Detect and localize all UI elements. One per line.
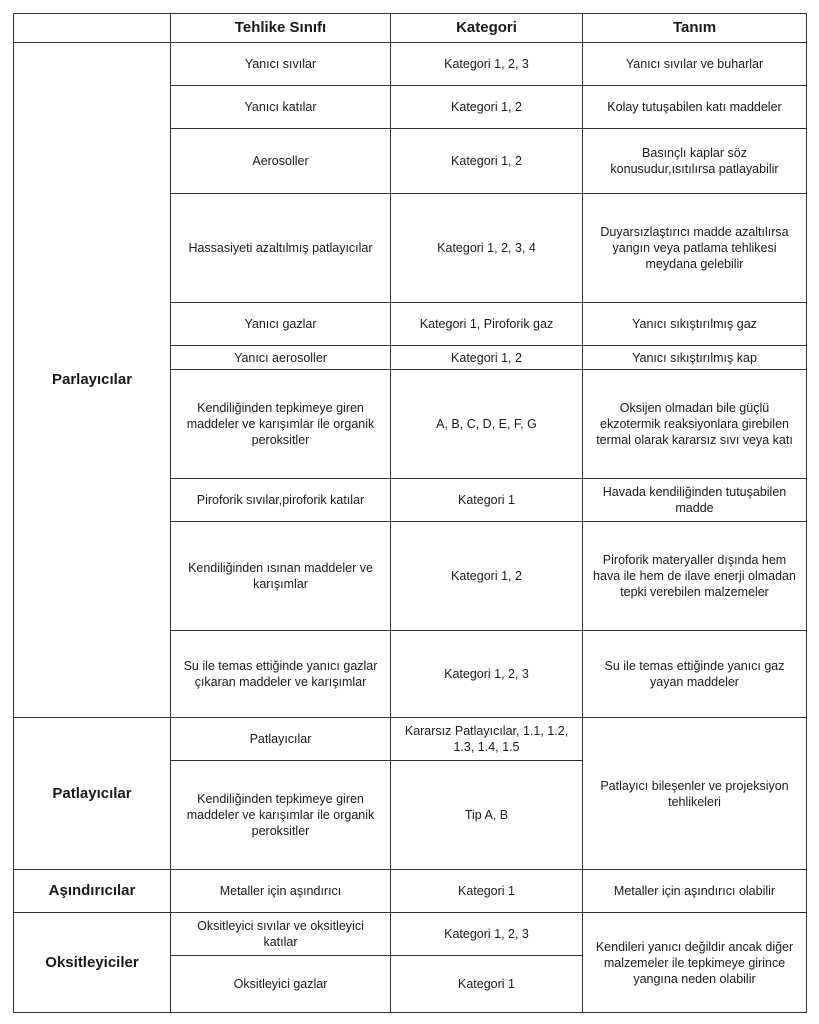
category-cell: A, B, C, D, E, F, G: [391, 370, 583, 479]
hazard-class-cell: Piroforik sıvılar,piroforik katılar: [171, 479, 391, 522]
definition-cell: Metaller için aşındırıcı olabilir: [583, 870, 807, 913]
definition-cell: Kolay tutuşabilen katı maddeler: [583, 86, 807, 129]
category-cell: Kararsız Patlayıcılar, 1.1, 1.2, 1.3, 1.4, 1.5: [391, 718, 583, 761]
hazard-class-cell: Metaller için aşındırıcı: [171, 870, 391, 913]
definition-cell: Kendileri yanıcı değildir ancak diğer malzemeler ile tepkimeye girince yangına neden olabilir: [583, 913, 807, 1013]
group-label-explosives: Patlayıcılar: [14, 718, 171, 870]
hazard-class-cell: Su ile temas ettiğinde yanıcı gazlar çıkaran maddeler ve karışımlar: [171, 631, 391, 718]
category-cell: Kategori 1: [391, 479, 583, 522]
hazard-class-cell: Yanıcı sıvılar: [171, 43, 391, 86]
definition-cell: Havada kendiliğinden tutuşabilen madde: [583, 479, 807, 522]
definition-cell: Duyarsızlaştırıcı madde azaltılırsa yangın veya patlama tehlikesi meydana gelebilir: [583, 194, 807, 303]
hazard-classification-table: [13, 13, 807, 1013]
hazard-class-cell: Kendiliğinden tepkimeye giren maddeler ve karışımlar ile organik peroksitler: [171, 370, 391, 479]
group-label-flammables: Parlayıcılar: [14, 43, 171, 718]
header-category: Kategori: [391, 14, 583, 43]
group-label-oxidizers: Oksitleyiciler: [14, 913, 171, 1013]
category-cell: Kategori 1, 2, 3: [391, 631, 583, 718]
definition-cell: Piroforik materyaller dışında hem hava ile hem de ilave enerji olmadan tepki verebilen malzemeler: [583, 522, 807, 631]
table-row: [14, 913, 807, 956]
category-cell: Kategori 1, 2: [391, 129, 583, 194]
hazard-class-cell: Hassasiyeti azaltılmış patlayıcılar: [171, 194, 391, 303]
definition-cell: Yanıcı sıvılar ve buharlar: [583, 43, 807, 86]
category-cell: Kategori 1: [391, 956, 583, 1013]
definition-cell: Patlayıcı bileşenler ve projeksiyon tehlikeleri: [583, 718, 807, 870]
hazard-class-cell: Oksitleyici gazlar: [171, 956, 391, 1013]
definition-cell: Yanıcı sıkıştırılmış kap: [583, 346, 807, 370]
header-group: [14, 14, 171, 43]
header-definition: Tanım: [583, 14, 807, 43]
category-cell: Kategori 1: [391, 870, 583, 913]
hazard-class-cell: Aerosoller: [171, 129, 391, 194]
hazard-class-cell: Kendiliğinden ısınan maddeler ve karışımlar: [171, 522, 391, 631]
category-cell: Kategori 1, 2: [391, 346, 583, 370]
category-cell: Kategori 1, 2, 3: [391, 913, 583, 956]
group-label-corrosives: Aşındırıcılar: [14, 870, 171, 913]
header-row: [14, 14, 807, 43]
hazard-class-cell: Yanıcı gazlar: [171, 303, 391, 346]
category-cell: Kategori 1, 2, 3: [391, 43, 583, 86]
definition-cell: Basınçlı kaplar söz konusudur,ısıtılırsa patlayabilir: [583, 129, 807, 194]
hazard-class-cell: Yanıcı aerosoller: [171, 346, 391, 370]
definition-cell: Yanıcı sıkıştırılmış gaz: [583, 303, 807, 346]
table-row: [14, 43, 807, 86]
header-hazard-class: Tehlike Sınıfı: [171, 14, 391, 43]
category-cell: Kategori 1, 2: [391, 522, 583, 631]
hazard-class-cell: Kendiliğinden tepkimeye giren maddeler ve karışımlar ile organik peroksitler: [171, 761, 391, 870]
category-cell: Tip A, B: [391, 761, 583, 870]
definition-cell: Oksijen olmadan bile güçlü ekzotermik reaksiyonlara girebilen termal olarak kararsız sıvı veya katı: [583, 370, 807, 479]
hazard-class-cell: Oksitleyici sıvılar ve oksitleyici katılar: [171, 913, 391, 956]
hazard-class-cell: Patlayıcılar: [171, 718, 391, 761]
definition-cell: Su ile temas ettiğinde yanıcı gaz yayan maddeler: [583, 631, 807, 718]
category-cell: Kategori 1, 2, 3, 4: [391, 194, 583, 303]
table-row: [14, 870, 807, 913]
table-row: [14, 718, 807, 761]
category-cell: Kategori 1, 2: [391, 86, 583, 129]
hazard-class-cell: Yanıcı katılar: [171, 86, 391, 129]
category-cell: Kategori 1, Piroforik gaz: [391, 303, 583, 346]
